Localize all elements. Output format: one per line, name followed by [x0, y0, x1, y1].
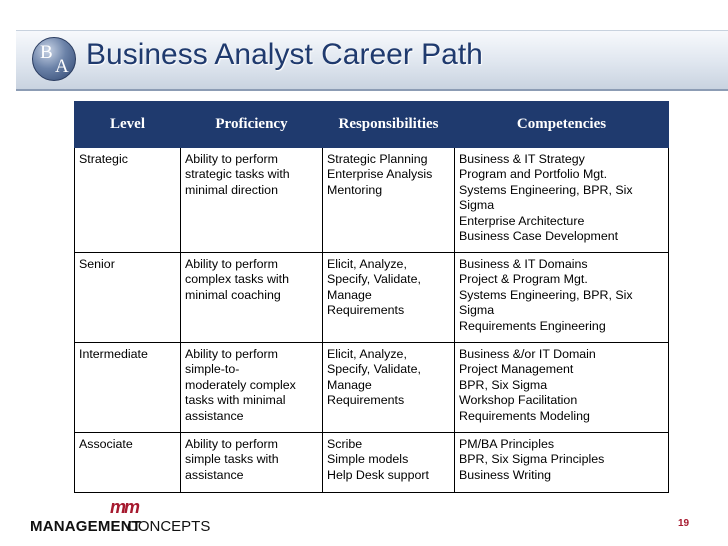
cell-line: Systems Engineering, BPR, Six	[459, 287, 633, 302]
brand-name-bold: MANAGEMENT	[30, 518, 142, 535]
cell-competencies	[455, 253, 669, 343]
cell-line: Ability to perform	[185, 257, 278, 271]
cell-line: Enterprise Architecture	[459, 213, 585, 228]
header-responsibilities: Responsibilities	[323, 102, 455, 148]
cell-line: Manage	[327, 377, 372, 392]
cell-line: BPR, Six Sigma Principles	[459, 452, 605, 467]
brand-name-light: CONCEPTS	[127, 518, 211, 535]
cell-line: Specify, Validate,	[327, 362, 421, 377]
cell-line: Project & Program Mgt.	[459, 272, 588, 287]
cell-line: complex tasks with	[185, 272, 289, 287]
cell-line: PM/BA Principles	[459, 437, 555, 451]
cell-line: minimal coaching	[185, 287, 281, 302]
cell-level	[75, 148, 181, 253]
cell-line: Requirements	[327, 393, 405, 408]
table-row	[75, 343, 669, 433]
cell-line: Specify, Validate,	[327, 272, 421, 287]
cell-line: minimal direction	[185, 182, 278, 197]
table-row	[75, 253, 669, 343]
cell-line: strategic tasks with	[185, 167, 290, 182]
cell-line: Requirements Modeling	[459, 408, 590, 423]
cell-proficiency	[181, 148, 323, 253]
cell-line: Enterprise Analysis	[327, 167, 433, 182]
cell-line: moderately complex	[185, 377, 296, 392]
cell-competencies	[455, 148, 669, 253]
cell-proficiency	[181, 343, 323, 433]
level-text: Associate	[79, 437, 133, 451]
level-text: Strategic	[79, 152, 128, 166]
cell-competencies	[455, 343, 669, 433]
table-header-row	[75, 102, 669, 148]
page-number: 19	[678, 518, 690, 529]
cell-line: Business Case Development	[459, 229, 619, 244]
ba-logo-icon	[32, 37, 76, 81]
table-row	[75, 148, 669, 253]
cell-responsibilities	[323, 148, 455, 253]
career-path-table	[74, 101, 669, 493]
cell-line: Business & IT Strategy	[459, 152, 585, 166]
cell-line: Strategic Planning	[327, 152, 428, 166]
cell-line: Sigma	[459, 198, 495, 213]
cell-line: Program and Portfolio Mgt.	[459, 167, 608, 182]
level-text: Intermediate	[79, 347, 148, 361]
cell-responsibilities	[323, 253, 455, 343]
slide-title: Business Analyst Career Path	[86, 38, 483, 71]
cell-line: BPR, Six Sigma	[459, 377, 548, 392]
cell-line: Requirements	[327, 303, 405, 318]
cell-line: Business Writing	[459, 467, 552, 482]
cell-line: Mentoring	[327, 182, 383, 197]
header-level: Level	[75, 102, 181, 148]
cell-line: Workshop Facilitation	[459, 393, 578, 408]
cell-line: Elicit, Analyze,	[327, 257, 407, 271]
cell-proficiency	[181, 253, 323, 343]
cell-line: Ability to perform	[185, 437, 278, 451]
logo-letter-b: B	[40, 42, 53, 63]
cell-level	[75, 343, 181, 433]
cell-line: Project Management	[459, 362, 574, 377]
cell-level	[75, 433, 181, 493]
management-concepts-logo-icon: mm	[110, 497, 139, 517]
cell-competencies	[455, 433, 669, 493]
cell-line: assistance	[185, 408, 244, 423]
level-text: Senior	[79, 257, 115, 271]
cell-line: Simple models	[327, 452, 409, 467]
cell-line: Elicit, Analyze,	[327, 347, 407, 361]
cell-responsibilities	[323, 433, 455, 493]
cell-proficiency	[181, 433, 323, 493]
cell-line: Systems Engineering, BPR, Six	[459, 182, 633, 197]
header-competencies: Competencies	[455, 102, 669, 148]
cell-line: Requirements Engineering	[459, 318, 606, 333]
logo-letter-a: A	[55, 56, 69, 77]
cell-line: Sigma	[459, 303, 495, 318]
cell-line: Business &/or IT Domain	[459, 347, 596, 361]
cell-line: Manage	[327, 287, 372, 302]
cell-responsibilities	[323, 343, 455, 433]
cell-line: tasks with minimal	[185, 393, 286, 408]
cell-line: Ability to perform	[185, 152, 278, 166]
cell-line: Ability to perform	[185, 347, 278, 361]
cell-line: simple-to-	[185, 362, 240, 377]
cell-line: Scribe	[327, 437, 363, 451]
cell-line: Business & IT Domains	[459, 257, 588, 271]
cell-line: Help Desk support	[327, 467, 429, 482]
cell-line: assistance	[185, 467, 244, 482]
header-proficiency: Proficiency	[181, 102, 323, 148]
cell-level	[75, 253, 181, 343]
cell-line: simple tasks with	[185, 452, 279, 467]
table-row	[75, 433, 669, 493]
